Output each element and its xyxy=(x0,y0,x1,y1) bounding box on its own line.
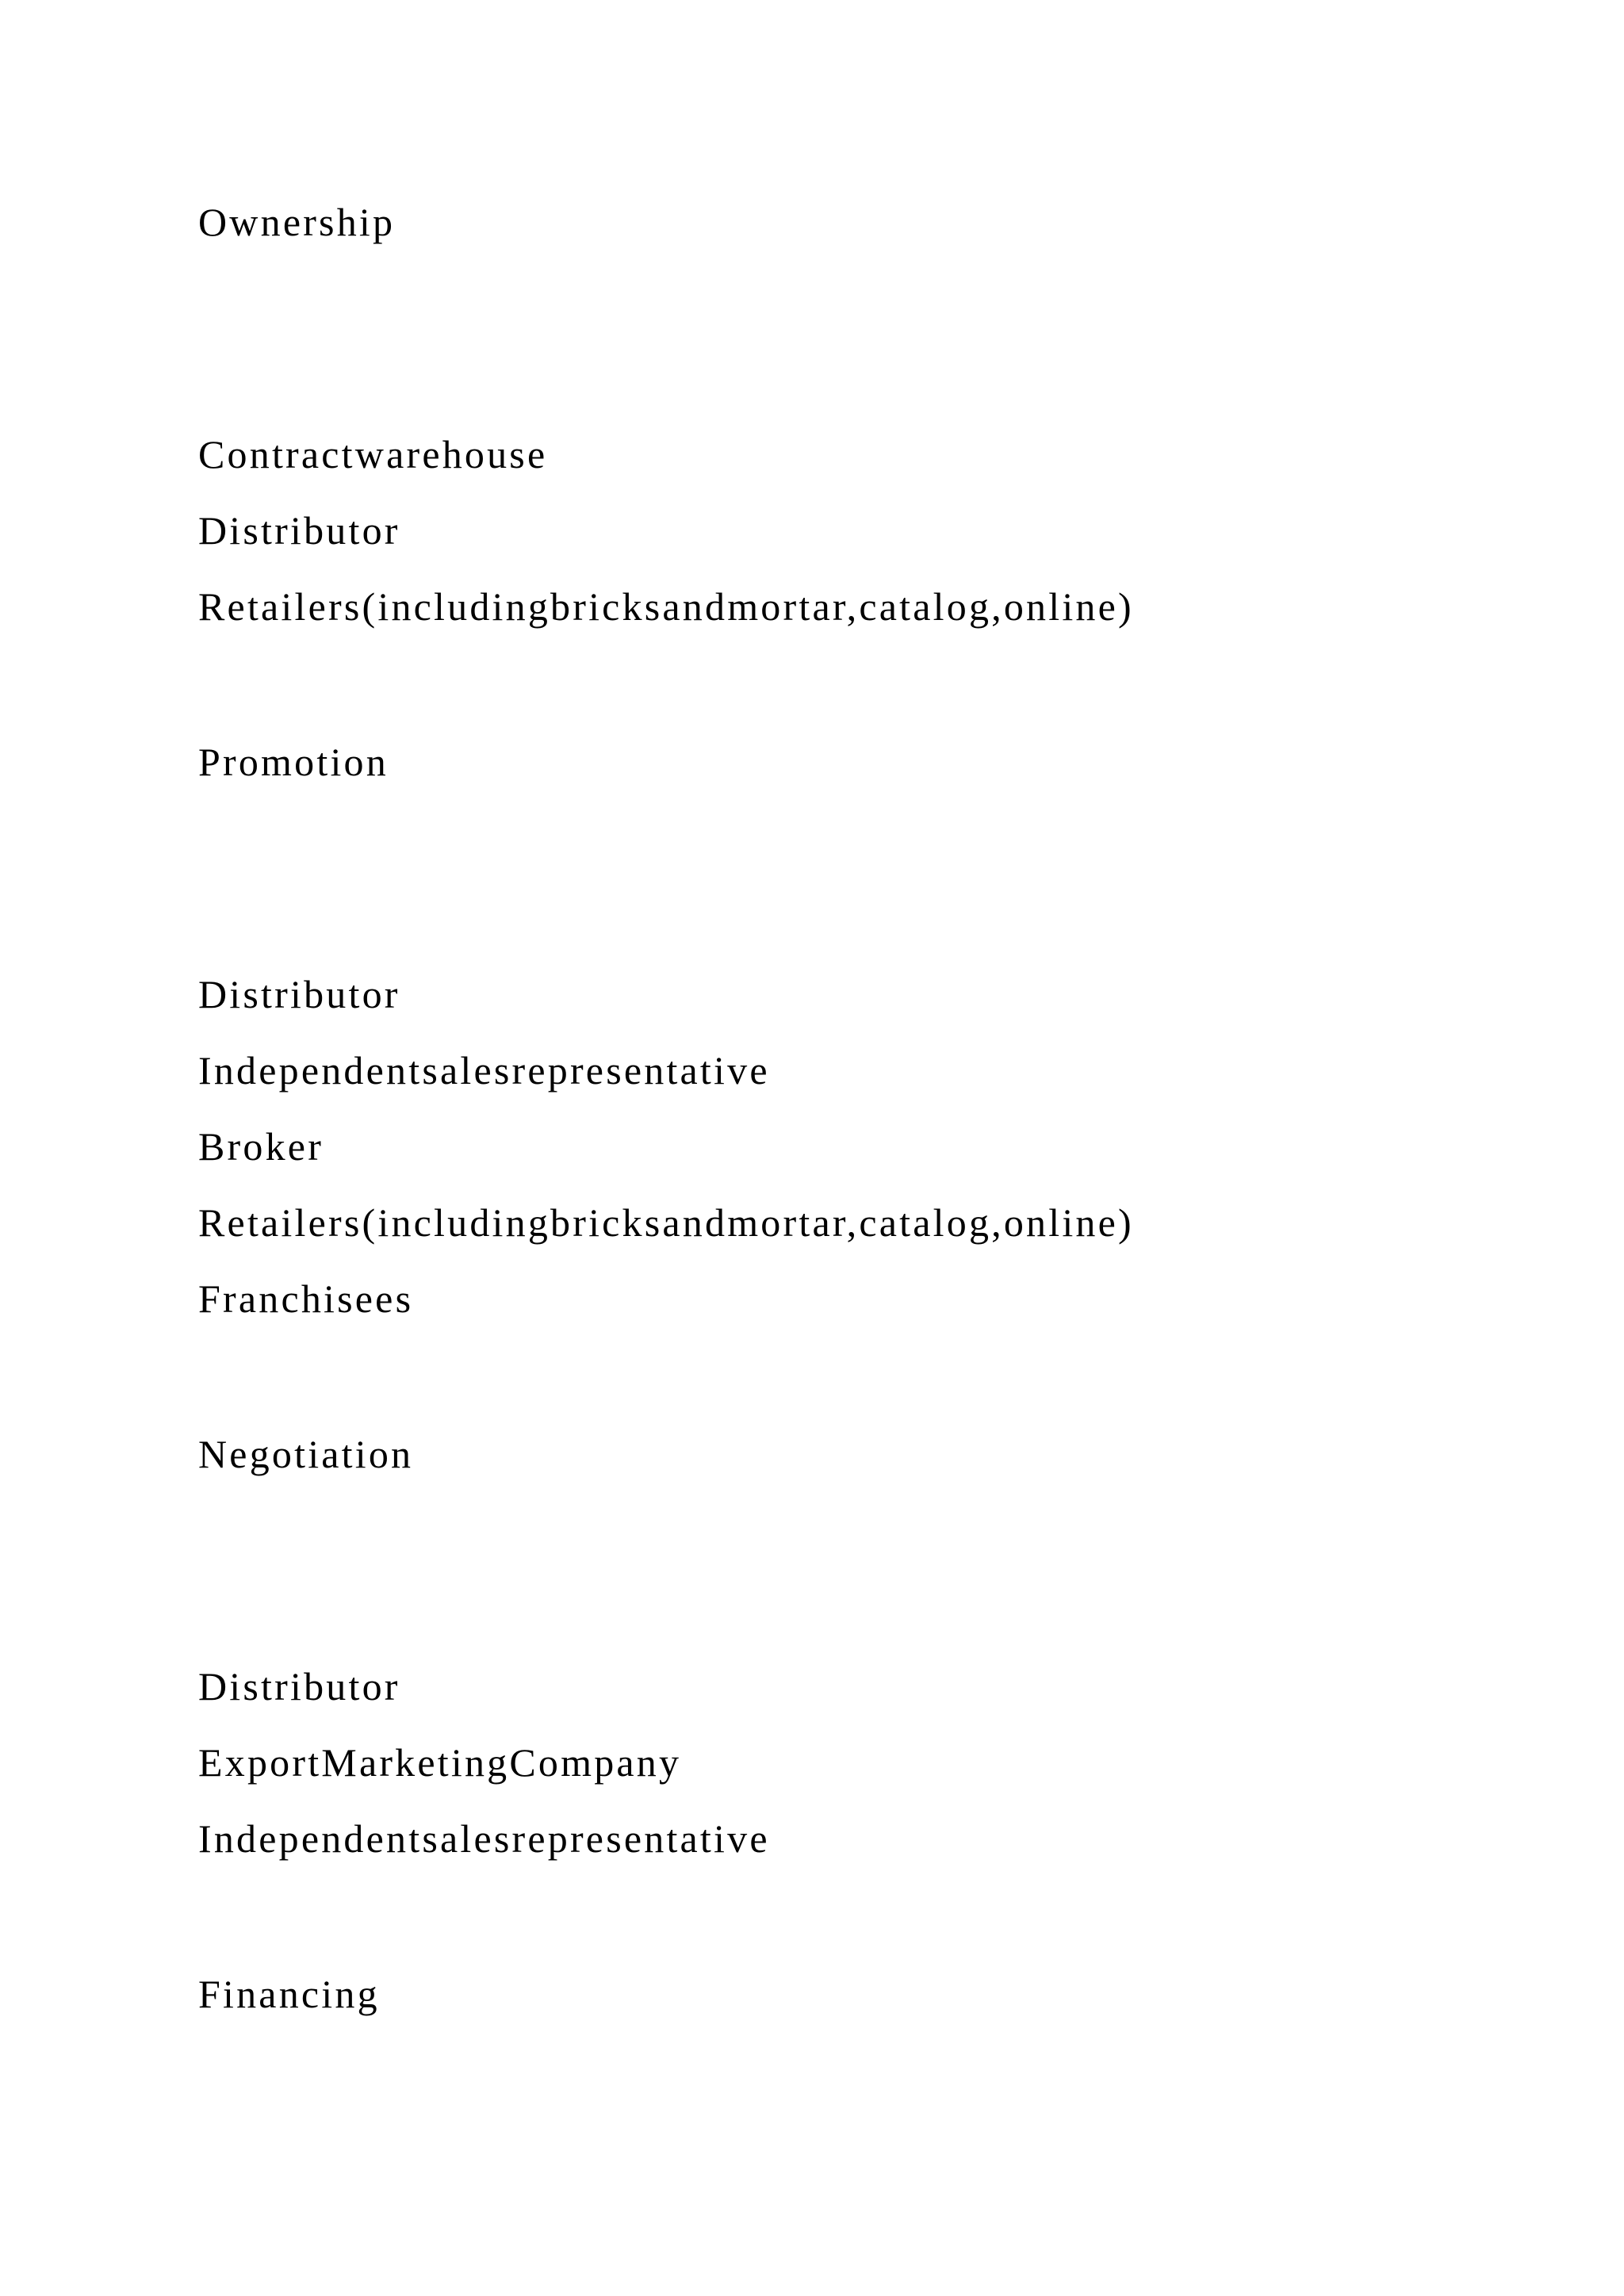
section-heading-ownership: Ownership xyxy=(198,200,396,244)
list-item: Retailers(includingbricksandmortar,catalog,online) xyxy=(198,584,1134,629)
list-item: Franchisees xyxy=(198,1276,414,1321)
list-item: Distributor xyxy=(198,508,400,553)
section-heading-promotion: Promotion xyxy=(198,740,389,784)
list-item: Retailers(includingbricksandmortar,catalog,online) xyxy=(198,1200,1134,1245)
section-heading-financing: Financing xyxy=(198,1972,380,2016)
list-item: Independentsalesrepresentative xyxy=(198,1048,770,1093)
list-item: Distributor xyxy=(198,1664,400,1709)
list-item: Broker xyxy=(198,1124,324,1169)
list-item: Distributor xyxy=(198,972,400,1016)
list-item: Contractwarehouse xyxy=(198,432,548,476)
list-item: Independentsalesrepresentative xyxy=(198,1816,770,1861)
list-item: ExportMarketingCompany xyxy=(198,1740,682,1785)
section-heading-negotiation: Negotiation xyxy=(198,1432,414,1476)
